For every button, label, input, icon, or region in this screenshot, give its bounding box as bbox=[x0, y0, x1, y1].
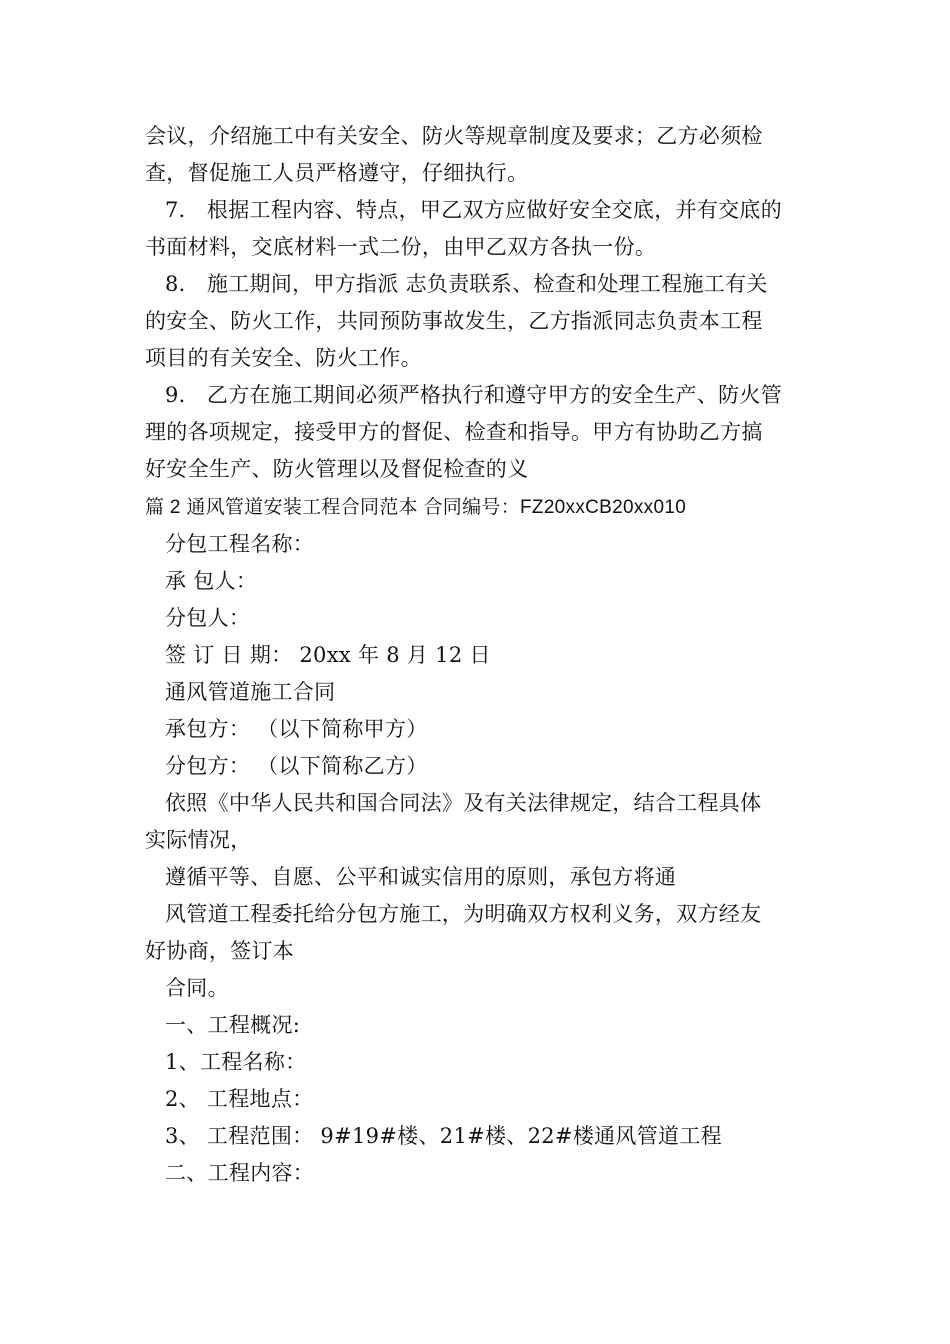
paragraph-line: 好协商，签订本 bbox=[145, 939, 295, 963]
paragraph-line: 查，督促施工人员严格遵守，仔细执行。 bbox=[145, 161, 529, 185]
paragraph-line: 会议，介绍施工中有关安全、防火等规章制度及要求；乙方必须检 bbox=[145, 124, 763, 148]
subcontractor-label: 分包人： bbox=[165, 606, 251, 630]
document-body bbox=[145, 118, 810, 1192]
paragraph-line: 的安全、防火工作，共同预防事故发生，乙方指派同志负责本工程 bbox=[145, 309, 763, 333]
paragraph-line: 遵循平等、自愿、公平和诚实信用的原则，承包方将通 bbox=[165, 865, 677, 889]
party-b-line: 分包方： （以下简称乙方） bbox=[165, 754, 428, 778]
clause-8-line: 8． 施工期间，甲方指派 志负责联系、检查和处理工程施工有关 bbox=[165, 272, 768, 296]
party-a-line: 承包方： （以下简称甲方） bbox=[165, 717, 428, 741]
list-item: 1、工程名称： bbox=[165, 1050, 307, 1074]
contract-title: 通风管道施工合同 bbox=[165, 680, 336, 704]
paragraph-line: 合同。 bbox=[165, 976, 229, 1000]
list-item: 3、 工程范围： 9#19#楼、21#楼、22#楼通风管道工程 bbox=[165, 1124, 722, 1148]
paragraph-line: 依照《中华人民共和国合同法》及有关法律规定，结合工程具体 bbox=[165, 791, 762, 815]
paragraph-line: 理的各项规定，接受甲方的督促、检查和指导。甲方有协助乙方搞 bbox=[145, 420, 763, 444]
paragraph-line: 实际情况， bbox=[145, 828, 252, 852]
section-heading: 篇 2 通风管道安装工程合同范本 合同编号：FZ20xxCB20xx010 bbox=[145, 497, 687, 518]
section-heading-project-overview: 一、工程概况: bbox=[165, 1013, 301, 1037]
paragraph-line: 风管道工程委托给分包方施工，为明确双方权利义务，双方经友 bbox=[165, 902, 762, 926]
clause-9-line: 9． 乙方在施工期间必须严格执行和遵守甲方的安全生产、防火管 bbox=[165, 383, 783, 407]
signing-date-line: 签 订 日 期： 20xx 年 8 月 12 日 bbox=[165, 643, 491, 667]
subcontract-project-name-label: 分包工程名称： bbox=[165, 532, 315, 556]
list-item: 2、 工程地点： bbox=[165, 1087, 314, 1111]
clause-7-line: 7． 根据工程内容、特点，甲乙双方应做好安全交底，并有交底的 bbox=[165, 198, 783, 222]
paragraph-line: 好安全生产、防火管理以及督促检查的义 bbox=[145, 457, 529, 481]
paragraph-line: 项目的有关安全、防火工作。 bbox=[145, 346, 422, 370]
section-heading-project-content: 二、工程内容： bbox=[165, 1161, 315, 1185]
paragraph-line: 书面材料，交底材料一式二份，由甲乙双方各执一份。 bbox=[145, 235, 657, 259]
contractor-label: 承 包人： bbox=[165, 569, 258, 593]
